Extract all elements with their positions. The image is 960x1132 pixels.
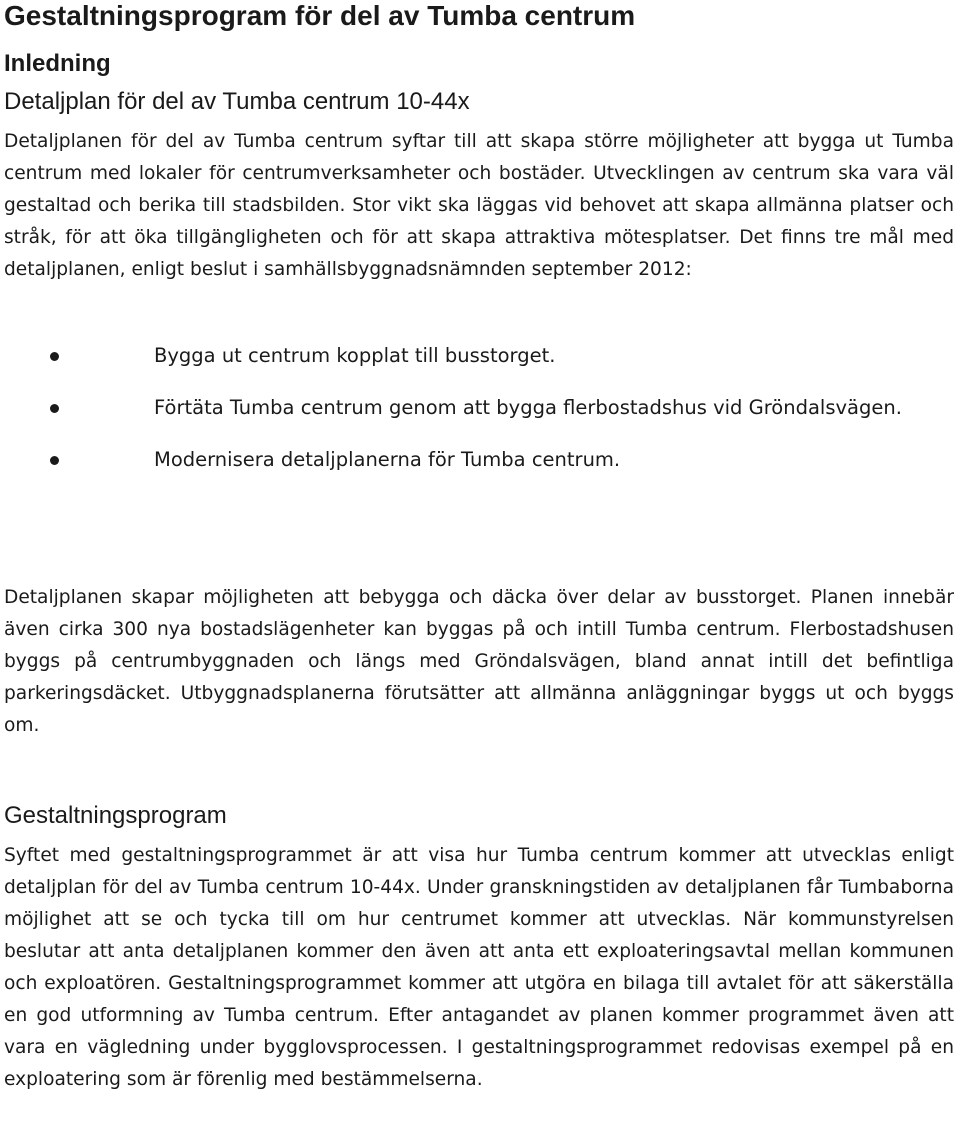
- goal-text-2: Förtäta Tumba centrum genom att bygga flerbostadshus vid Gröndalsvägen.: [154, 396, 902, 419]
- program-paragraph: Syftet med gestaltningsprogrammet är att visa hur Tumba centrum kommer att utvecklas enligt detaljplan för del av Tumba centrum 10-44x. Under granskningstiden av detaljplanen får Tumbaborna möjlighet att se och tycka till om hur centrumet kommer att utvecklas. När kommunstyrelsen beslutar att anta detaljplanen kommer den även att anta ett exploateringsavtal mellan kommunen och exploatören. Gestaltningsprogrammet kommer att utgöra en bilaga till avtalet för att säkerställa en god utformning av Tumba centrum. Efter antagandet av planen kommer programmet även att vara en vägledning under bygglovsprocessen. I gestaltningsprogrammet redovisas exempel på en exploatering som är förenlig med bestämmelserna.: [4, 845, 954, 1090]
- bullet-icon: [50, 456, 59, 465]
- goal-item-2: [0, 392, 950, 424]
- bullet-icon: [50, 404, 59, 413]
- goal-text-1: Bygga ut centrum kopplat till busstorget.: [154, 344, 556, 367]
- document-title: Gestaltningsprogram för del av Tumba centrum: [4, 0, 636, 31]
- goal-text-3: Modernisera detaljplanerna för Tumba centrum.: [154, 448, 621, 471]
- section-heading-gestaltningsprogram: Gestaltningsprogram: [4, 802, 227, 829]
- goal-item-3: [0, 444, 950, 476]
- section-subheading-detaljplan: Detaljplan för del av Tumba centrum 10-44x: [4, 88, 470, 115]
- goals-list: [0, 340, 950, 496]
- intro-paragraph-2: Detaljplanen skapar möjligheten att bebygga och däcka över delar av busstorget. Planen innebär även cirka 300 nya bostadslägenheter kan byggas på och intill Tumba centrum. Flerbostadshusen byggs på centrumbyggnaden och längs med Gröndalsvägen, bland annat intill det befintliga parkeringsdäcket. Utbyggnadsplanerna förutsätter att allmänna anläggningar byggs ut och byggs om.: [4, 587, 954, 736]
- goal-item-1: [0, 340, 950, 372]
- intro-paragraph-1: Detaljplanen för del av Tumba centrum syftar till att skapa större möjligheter att bygga ut Tumba centrum med lokaler för centrumverksamheter och bostäder. Utvecklingen av centrum ska vara väl gestaltad och berika till stadsbilden. Stor vikt ska läggas vid behovet att skapa allmänna platser och stråk, för att öka tillgängligheten och för att skapa attraktiva mötesplatser. Det finns tre mål med detaljplanen, enligt beslut i samhällsbyggnadsnämnden september 2012:: [4, 131, 954, 280]
- section-heading-inledning: Inledning: [4, 50, 111, 77]
- bullet-icon: [50, 352, 59, 361]
